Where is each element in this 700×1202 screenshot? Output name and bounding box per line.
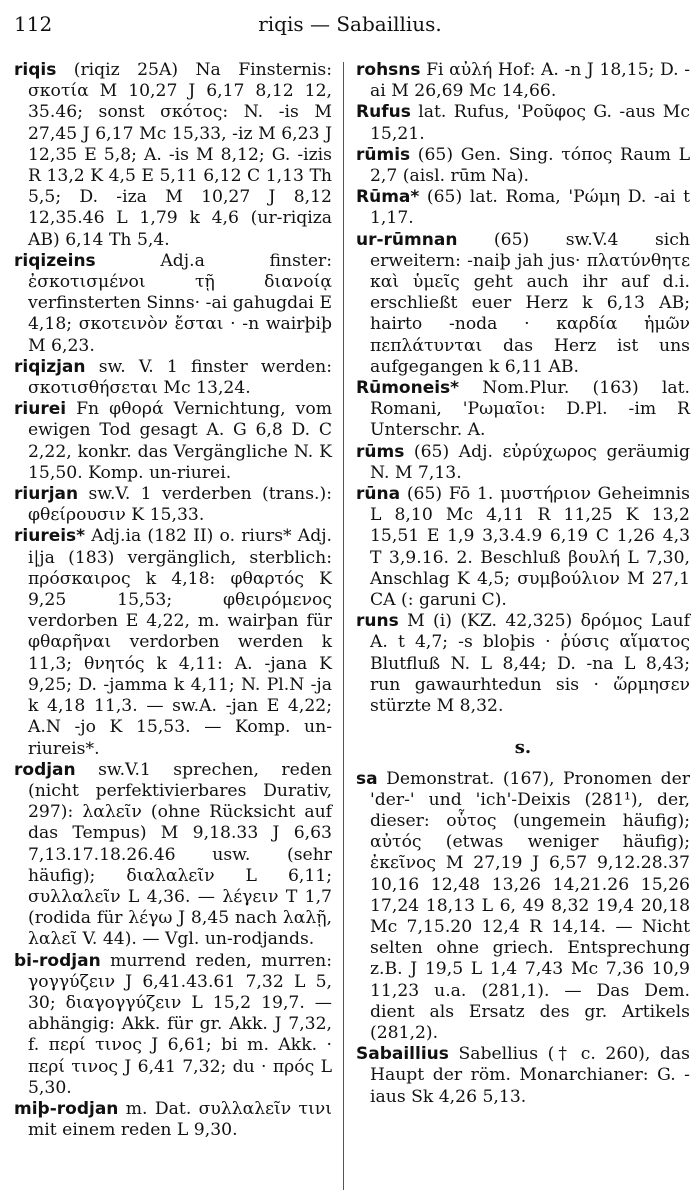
dictionary-entry	[14, 484, 332, 526]
dictionary-entry	[14, 1099, 332, 1141]
dictionary-entry	[14, 951, 332, 1099]
dictionary-entry	[14, 251, 332, 357]
dictionary-entry	[14, 526, 332, 759]
entry-body: Sabellius († c. 260), das Haupt der röm. Monarchianer: G. -iaus Sk 4,26 5,13.	[370, 1044, 690, 1107]
entry-headword: riurjan	[14, 484, 79, 505]
column-divider	[343, 62, 344, 1190]
entry-headword: riqizjan	[14, 356, 86, 377]
dictionary-entry	[14, 399, 332, 484]
right-column	[356, 60, 690, 1108]
entry-headword: ur-rūmnan	[356, 229, 458, 250]
entry-body: lat. Rufus, 'Ροῦφος G. -aus Mc 15,21.	[370, 102, 690, 144]
dictionary-entry	[356, 1044, 690, 1108]
dictionary-entry	[356, 769, 690, 1045]
dictionary-entry	[356, 102, 690, 144]
page-header	[14, 12, 686, 38]
entry-body: Adj.a finster: ἐσκοτισμένοι τῇ διανοίᾳ verfinsterten Sinns· -ai gahugdai E 4,18; σκοτεινὸν ἔσται · -n wairþiþ M 6,23.	[28, 250, 332, 356]
dictionary-entry	[356, 230, 690, 378]
entry-body: (65) lat. Roma, 'Ρώμη D. -ai t 1,17.	[370, 187, 690, 229]
dictionary-entry	[14, 357, 332, 399]
entry-headword: riqizeins	[14, 250, 96, 271]
entry-headword: Sabaillius	[356, 1044, 449, 1065]
dictionary-entry	[356, 60, 690, 102]
entry-body: m. Dat. συλλαλεῖν τινι mit einem reden L 9,30.	[28, 1098, 332, 1141]
entry-headword: rodjan	[14, 759, 76, 780]
entry-headword: Rūma*	[356, 187, 420, 208]
dictionary-entry	[356, 378, 690, 442]
entry-body: Adj.ia (182 II) o. riurs* Adj. i|ja (183) vergänglich, sterblich: πρόσκαιρος k 4,18: φθαρτός K 9,25 15,53; φθειρόμενος verdorben E 4,22, m. wairþan für φθαρῆναι verdorben werden k 11,3; θνητός k 4,11: A. -jana K 9,25; D. -jamma k 4,11; N. Pl.N -ja k 4,18 11,3. — sw.A. -jan E 4,22; A.N -jo K 15,53. — Komp. un-riureis*.	[28, 526, 332, 759]
running-head: riqis — Sabaillius.	[258, 12, 442, 36]
entry-body: Demonstrat. (167), Pronomen der 'der-' und 'ich'-Deixis (281¹), der, dieser: οὗτος (ungemein häufig); αὐτός (etwas weniger häufig); ἐκεῖνος M 27,19 J 6,57 9,12.28.37 10,16 12,48 13,26 14,21.26 15,26 17,24 18,13 L 6, 49 8,32 19,4 20,18 Mc 7,15.20 12,4 R 14,14. — Nicht selten ohne griech. Entsprechung z.B. J 19,5 L 1,4 7,43 Mc 7,36 10,9 11,23 u.a. (281,1). — Das Dem. dient als Ersatz des gr. Artikels (281,2).	[370, 768, 690, 1043]
entry-headword: rohsns	[356, 60, 421, 80]
entry-body: murrend reden, murren: γογγύζειν J 6,41.43.61 7,32 L 5, 30; διαγογγύζειν L 15,2 19,7. — abhängig: Akk. für gr. Akk. J 7,32, f. περί τινος J 6,61; bi m. Akk. · περί τινος J 6,41 7,32; du · πρός L 5,30.	[28, 950, 332, 1098]
dictionary-entry	[356, 442, 690, 484]
dictionary-entry	[356, 484, 690, 611]
entry-headword: bi-rodjan	[14, 950, 101, 971]
entry-body: Nom.Plur. (163) lat. Romani, 'Ρωμαῖοι: D.Pl. -im R Unterschr. A.	[370, 378, 690, 441]
entry-headword: riurei	[14, 399, 67, 420]
dictionary-entry	[356, 145, 690, 187]
entry-headword: rūms	[356, 441, 405, 462]
entry-body: (65) Adj. εὐρύχωρος geräumig N. M 7,13.	[370, 441, 690, 483]
entry-body: (65) Gen. Sing. τόπος Raum L 2,7 (aisl. rūm Na).	[370, 144, 690, 187]
dictionary-entry	[356, 187, 690, 229]
entry-body: (riqiz 25A) Na Finsternis: σκοτία M 10,27 J 6,17 8,12 12, 35.46; sonst σκότος: N. -is M 27,45 J 6,17 Mc 15,33, -iz M 6,23 J 12,35 E 5,8; A. -is M 8,12; G. -izis R 13,2 K 4,5 E 5,11 6,12 C 1,13 Th 5,5; D. -iza M 10,27 J 8,12 12,35.46 L 1,79 k 4,6 (ur-riqiza AB) 6,14 Th 5,4.	[28, 60, 332, 250]
entry-headword: runs	[356, 611, 399, 632]
entry-body: Fi αὐλή Hof: A. -n J 18,15; D. -ai M 26,69 Mc 14,66.	[370, 60, 690, 102]
entry-headword: sa	[356, 768, 378, 789]
entry-body: sw.V. 1 verderben (trans.): φθείρουσιν K 15,33.	[28, 484, 332, 526]
entry-body: sw. V. 1 finster werden: σκοτισθήσεται Mc 13,24.	[28, 356, 332, 399]
entry-headword: riureis*	[14, 526, 86, 547]
entry-body: Fn φθορά Vernichtung, vom ewigen Tod gesagt A. G 6,8 D. C 2,22, konkr. das Vergängliche N. K 15,50. Komp. un-riurei.	[28, 399, 332, 483]
entry-headword: miþ-rodjan	[14, 1098, 119, 1119]
dictionary-entry	[356, 611, 690, 717]
entry-headword: Rūmoneis*	[356, 378, 460, 399]
entry-body: M (i) (KZ. 42,325) δρόμος Lauf A. t 4,7; -s bloþis · ῥύσις αἵματος Blutfluß N. L 8,44; D. -na L 8,43; run gawaurhtedun sis · ὥρμησεν stürzte M 8,32.	[370, 611, 690, 717]
entry-headword: rūmis	[356, 144, 411, 165]
entry-headword: Rufus	[356, 102, 411, 123]
section-letter: s.	[514, 737, 532, 759]
entry-headword: riqis	[14, 60, 57, 80]
entry-body: (65) sw.V.4 sich erweitern: -naiþ jah jus· πλατύνθητε καὶ ὑμεῖς geht auch ihr auf d.i. erschließt euer Herz k 6,13 AB; hairto -noda · καρδία ἡμῶν πεπλάτυνται das Herz ist uns aufgegangen k 6,11 AB.	[370, 229, 690, 377]
dictionary-entry	[14, 60, 332, 251]
entry-body: sw.V.1 sprechen, reden (nicht perfektivierbares Durativ, 297): λαλεῖν (ohne Rücksicht auf das Tempus) M 9,18.33 J 6,63 7,13.17.18.26.46 usw. (sehr häufig); διαλαλεῖν L 6,11; συλλαλεῖν L 4,36. — λέγειν T 1,7 (rodida für λέγω J 8,45 nach λαλῇ, λαλεῖ V. 44). — Vgl. un-rodjands.	[28, 759, 332, 950]
page-number: 112	[14, 12, 53, 36]
dictionary-entry	[14, 760, 332, 951]
left-column	[14, 60, 332, 1141]
entry-headword: rūna	[356, 484, 401, 505]
entry-body: (65) Fō 1. μυστήριον Geheimnis L 8,10 Mc 4,11 R 11,25 K 13,2 15,51 E 1,9 3,3.4.9 6,19 C 1,26 4,3 T 3,9.16. 2. Beschluß βουλή L 7,30, Anschlag K 4,5; συμβούλιον M 27,1 CA (: garuni C).	[370, 484, 690, 611]
